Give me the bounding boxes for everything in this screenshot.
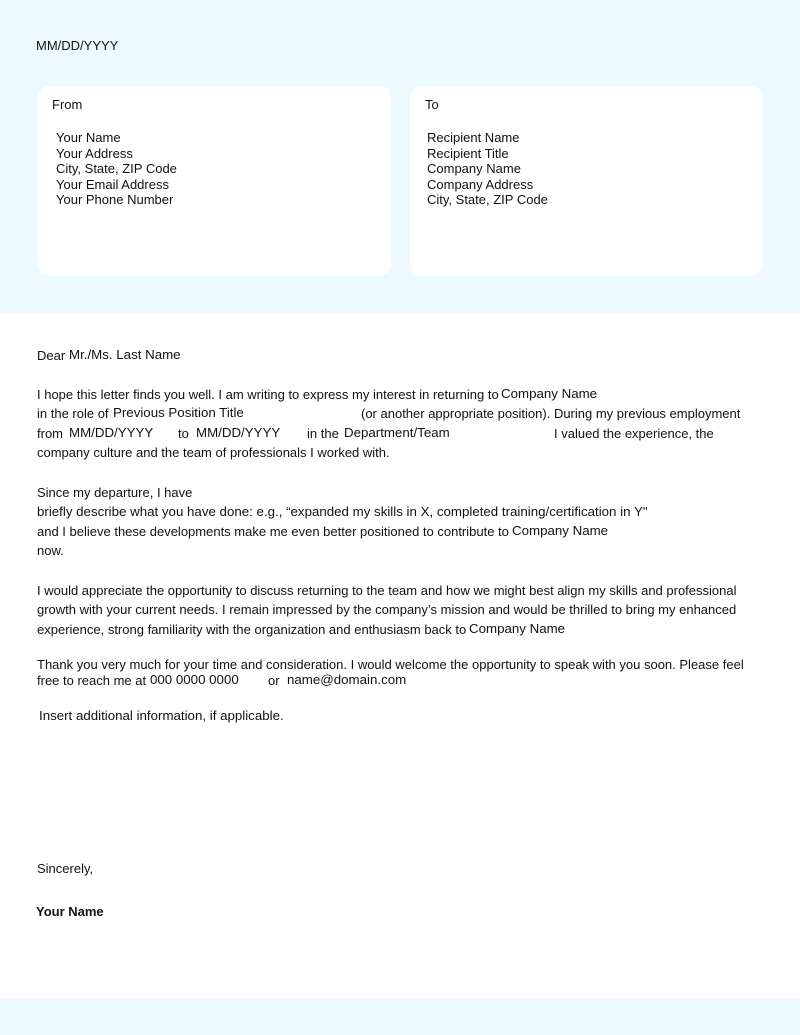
sender-email[interactable]: Your Email Address: [56, 176, 169, 192]
p3-line2: growth with your current needs. I remain impressed by the company’s mission and would be thrilled to bring my enhanced: [37, 602, 737, 617]
end-date-field[interactable]: MM/DD/YYYY: [196, 425, 281, 440]
company-name-field[interactable]: Company Name: [501, 386, 598, 401]
to-address[interactable]: [427, 130, 548, 208]
p1-line3d: I valued the experience, the: [554, 426, 714, 441]
sender-city[interactable]: City, State, ZIP Code: [56, 161, 177, 177]
recipient-title[interactable]: Recipient Title: [427, 145, 509, 161]
sender-address[interactable]: Your Address: [56, 145, 133, 161]
p1-line3c: in the: [307, 426, 339, 441]
department-field[interactable]: Department/Team: [344, 425, 450, 440]
closing: Sincerely,: [37, 861, 94, 876]
p1-line3b: to: [178, 426, 189, 441]
from-label: From: [52, 97, 83, 112]
p1-line2a: in the role of: [37, 406, 109, 421]
company-name-field-2[interactable]: Company Name: [512, 523, 609, 538]
recipient-address[interactable]: Company Address: [427, 176, 534, 192]
footer-band: [0, 998, 800, 1035]
phone-field[interactable]: 000 0000 0000: [150, 672, 239, 687]
p4-or: or: [268, 673, 280, 688]
from-card: [38, 86, 391, 276]
p4-line2: free to reach me at: [37, 673, 147, 688]
p1-line4: company culture and the team of professionals I worked with.: [37, 445, 390, 460]
date[interactable]: MM/DD/YYYY: [36, 38, 119, 53]
email-field[interactable]: name@domain.com: [287, 672, 407, 687]
position-field[interactable]: Previous Position Title: [113, 405, 244, 420]
p2-line4: now.: [37, 543, 64, 558]
recipient-name[interactable]: Recipient Name: [427, 130, 520, 145]
p3-line3: experience, strong familiarity with the organization and enthusiasm back to: [37, 622, 467, 637]
from-address[interactable]: [56, 130, 177, 208]
sender-phone[interactable]: Your Phone Number: [56, 192, 174, 208]
accomplishments-field[interactable]: briefly describe what you have done: e.g., “expanded my skills in X, completed training/certification in Y": [37, 504, 648, 519]
to-label: To: [425, 97, 439, 112]
p1-line3a: from: [37, 426, 63, 441]
p1-line1: I hope this letter finds you well. I am writing to express my interest in returning to: [37, 387, 499, 402]
p3-line1: I would appreciate the opportunity to discuss returning to the team and how we might best align my skills and professional: [37, 583, 737, 598]
p2-line3: and I believe these developments make me even better positioned to contribute to: [37, 524, 509, 539]
salutation-name[interactable]: Mr./Ms. Last Name: [69, 347, 181, 362]
additional-info-field[interactable]: Insert additional information, if applicable.: [39, 708, 284, 723]
p4-line1: Thank you very much for your time and consideration. I would welcome the opportunity to speak with you soon. Please feel: [37, 657, 744, 672]
p2-line1: Since my departure, I have: [37, 485, 193, 500]
start-date-field[interactable]: MM/DD/YYYY: [69, 425, 154, 440]
recipient-company[interactable]: Company Name: [427, 161, 521, 177]
signature-name[interactable]: Your Name: [36, 904, 104, 919]
sender-name[interactable]: Your Name: [56, 130, 121, 145]
recipient-city[interactable]: City, State, ZIP Code: [427, 192, 548, 208]
p1-line2b: (or another appropriate position). During my previous employment: [361, 406, 741, 421]
to-card: [410, 86, 763, 276]
company-name-field-3[interactable]: Company Name: [469, 621, 566, 636]
salutation-prefix: Dear: [37, 348, 66, 363]
